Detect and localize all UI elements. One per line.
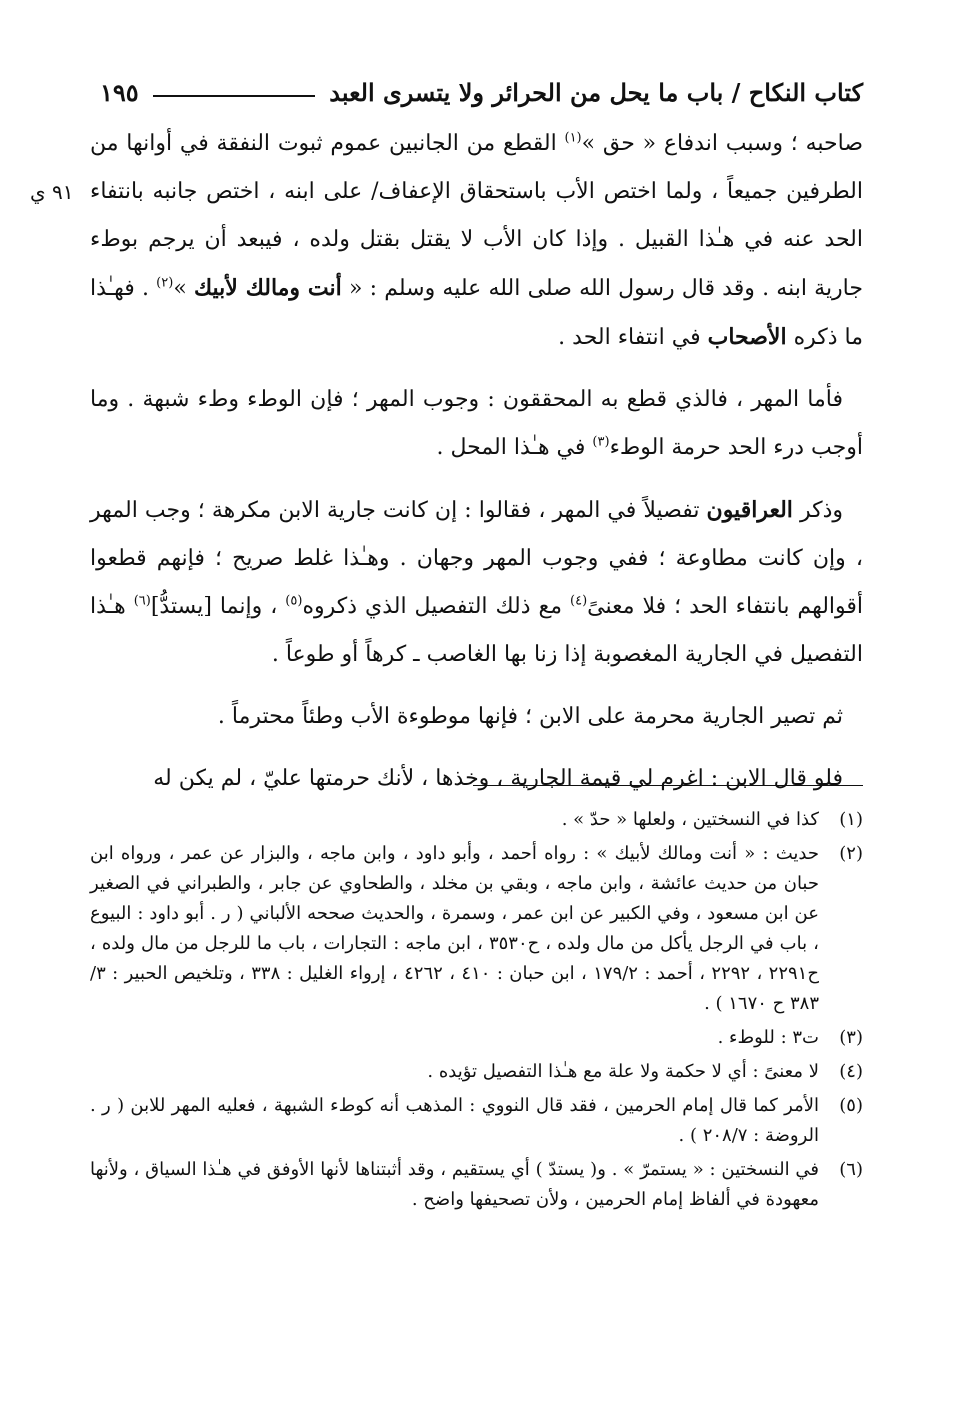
footnote-text: في النسختين : « يستمرّ » . و( يستدّ ) أي يستقيم ، وقد أثبتناها لأنها الأوفق في هـٰذا السياق ، ولأنها معهودة في ألفاظ إمام الحرمين ، ولأن تصحيفها واضح .	[90, 1159, 819, 1210]
running-header	[100, 72, 863, 112]
footnote	[90, 1057, 863, 1087]
footnote-number: (٤)	[839, 1061, 863, 1082]
footnote-text: كذا في النسختين ، ولعلها « حدّ » .	[561, 809, 819, 830]
text-run: فلو قال الابن : اغرم لي قيمة الجارية ، وخذها ، لأنك حرمتها عليّ ، لم يكن له	[153, 766, 843, 791]
footnote-ref[interactable]: (٣)	[592, 434, 610, 450]
page-number: ١٩٥	[100, 77, 139, 107]
body-paragraph	[90, 693, 863, 741]
footnote-ref[interactable]: (٦)	[133, 593, 151, 609]
text-run: صاحبه ؛ وسبب اندفاع « حق »	[581, 131, 863, 156]
text-run: الأصحاب	[707, 324, 787, 350]
text-run: أنت ومالك لأبيك	[193, 275, 342, 301]
text-run: القطع من الجانبين عموم ثبوت النفقة في أوانها من الطرفين جميعاً ، ولما اختص الأب باستحقاق الإعفاف/ على ابنه ، اختص جانبه بانتفاء الحد عنه في هـٰذا القبيل . وإذا كان الأب لا يقتل بقتل ولده ، فيبعد أن يرجم بوطء جارية ابنه . وقد قال رسول الله صلى الله عليه وسلم : «	[90, 131, 864, 301]
footnote-ref[interactable]: (٥)	[285, 593, 303, 609]
margin-folio-note: ٩١ ي	[30, 180, 74, 204]
text-run: هـٰذا التفصيل في الجارية المغصوبة إذا زنا بها الغاصب ـ كرهاً أو طوعاً .	[90, 594, 863, 667]
body-text	[90, 120, 863, 817]
footnote-number: (٢)	[839, 843, 863, 864]
text-run: فأما المهر ، فالذي قطع به المحققون : وجوب المهر ؛ فإن الوطء وطء شبهة . وما أوجب درء الحد حرمة الوطء	[90, 387, 863, 460]
footnote	[90, 805, 863, 835]
text-run: مع ذلك التفصيل الذي ذكروه	[302, 594, 571, 619]
header-rule	[153, 95, 316, 97]
header-title: كتاب النكاح / باب ما يحل من الحرائر ولا يتسرى العبد	[329, 77, 863, 107]
body-paragraph	[90, 755, 863, 803]
text-run: ، وإنما [يستدُّ]	[150, 594, 286, 619]
footnote-number: (٦)	[839, 1159, 863, 1180]
footnote-text: حديث : « أنت ومالك لأبيك » : رواه أحمد ، وأبو داود ، وابن ماجه ، والبزار عن عمر ، ورواه ابن حبان من حديث عائشة ، وابن ماجه ، وبقي بن مخلد ، والطحاوي عن جابر ، والطبراني في الصغير عن ابن مسعود ، وفي الكبير عن ابن عمر ، وسمرة ، والحديث صححه الألباني ( ر . أبو داود : البيوع ، باب في الرجل يأكل من مال ولده ، ح٣٥٣٠ ، ابن ماجه : التجارات ، باب ما للرجل من مال ولده ، ح٢٢٩١ ، ٢٢٩٢ ، أحمد : ١٧٩/٢ ، ابن حبان : ٤١٠ ، ٤٢٦٢ ، إرواء الغليل : ٣٣٨ ، وتلخيص الحبير : ٣/ ٣٨٣ ح ١٦٧٠ ) .	[90, 843, 819, 1014]
footnote	[90, 839, 863, 1019]
footnote-ref[interactable]: (٤)	[570, 593, 588, 609]
footnote-text: ت٣ : للوطء .	[717, 1027, 819, 1048]
footnote-ref[interactable]: (٢)	[156, 275, 174, 291]
body-paragraph	[90, 120, 863, 362]
footnote-number: (٥)	[839, 1095, 863, 1116]
footnote-number: (٣)	[839, 1027, 863, 1048]
footnote-separator	[473, 785, 863, 786]
text-run: وذكر	[792, 498, 844, 523]
body-paragraph	[90, 486, 863, 679]
footnote	[90, 1155, 863, 1215]
text-run: »	[173, 276, 194, 301]
footnote-number: (١)	[839, 809, 863, 830]
text-run: تفصيلاً في المهر ، فقالوا : إن كانت جارية الابن مكرهة ؛ وجب المهر ، وإن كانت مطاوعة ؛ ففي وجوب المهر وجهان . وهـٰذا غلط صريح ؛ فإنهم قطعوا أقوالهم بانتفاء الحد ؛ فلا معنىً	[90, 498, 864, 619]
body-paragraph	[90, 376, 863, 472]
footnotes	[90, 805, 863, 1219]
text-run: في هـٰذا المحل .	[436, 435, 593, 460]
footnote-ref[interactable]: (١)	[564, 130, 582, 146]
text-run: في انتفاء الحد .	[558, 325, 708, 350]
footnote	[90, 1023, 863, 1053]
footnote-text: لا معنىً : أي لا حكمة ولا علة مع هـٰذا التفصيل تؤيده .	[427, 1061, 819, 1082]
text-run: ثم تصير الجارية محرمة على الابن ؛ فإنها موطوءة الأب وطئاً محترماً .	[217, 704, 843, 729]
footnote-text: الأمر كما قال إمام الحرمين ، فقد قال النووي : المذهب أنه كوطء الشبهة ، فعليه المهر للابن ( ر . الروضة : ٢٠٨/٧ ) .	[90, 1095, 819, 1146]
text-run: . فهـٰذا ما ذكره	[90, 276, 863, 350]
text-run: العراقيون	[706, 497, 793, 523]
footnote	[90, 1091, 863, 1151]
